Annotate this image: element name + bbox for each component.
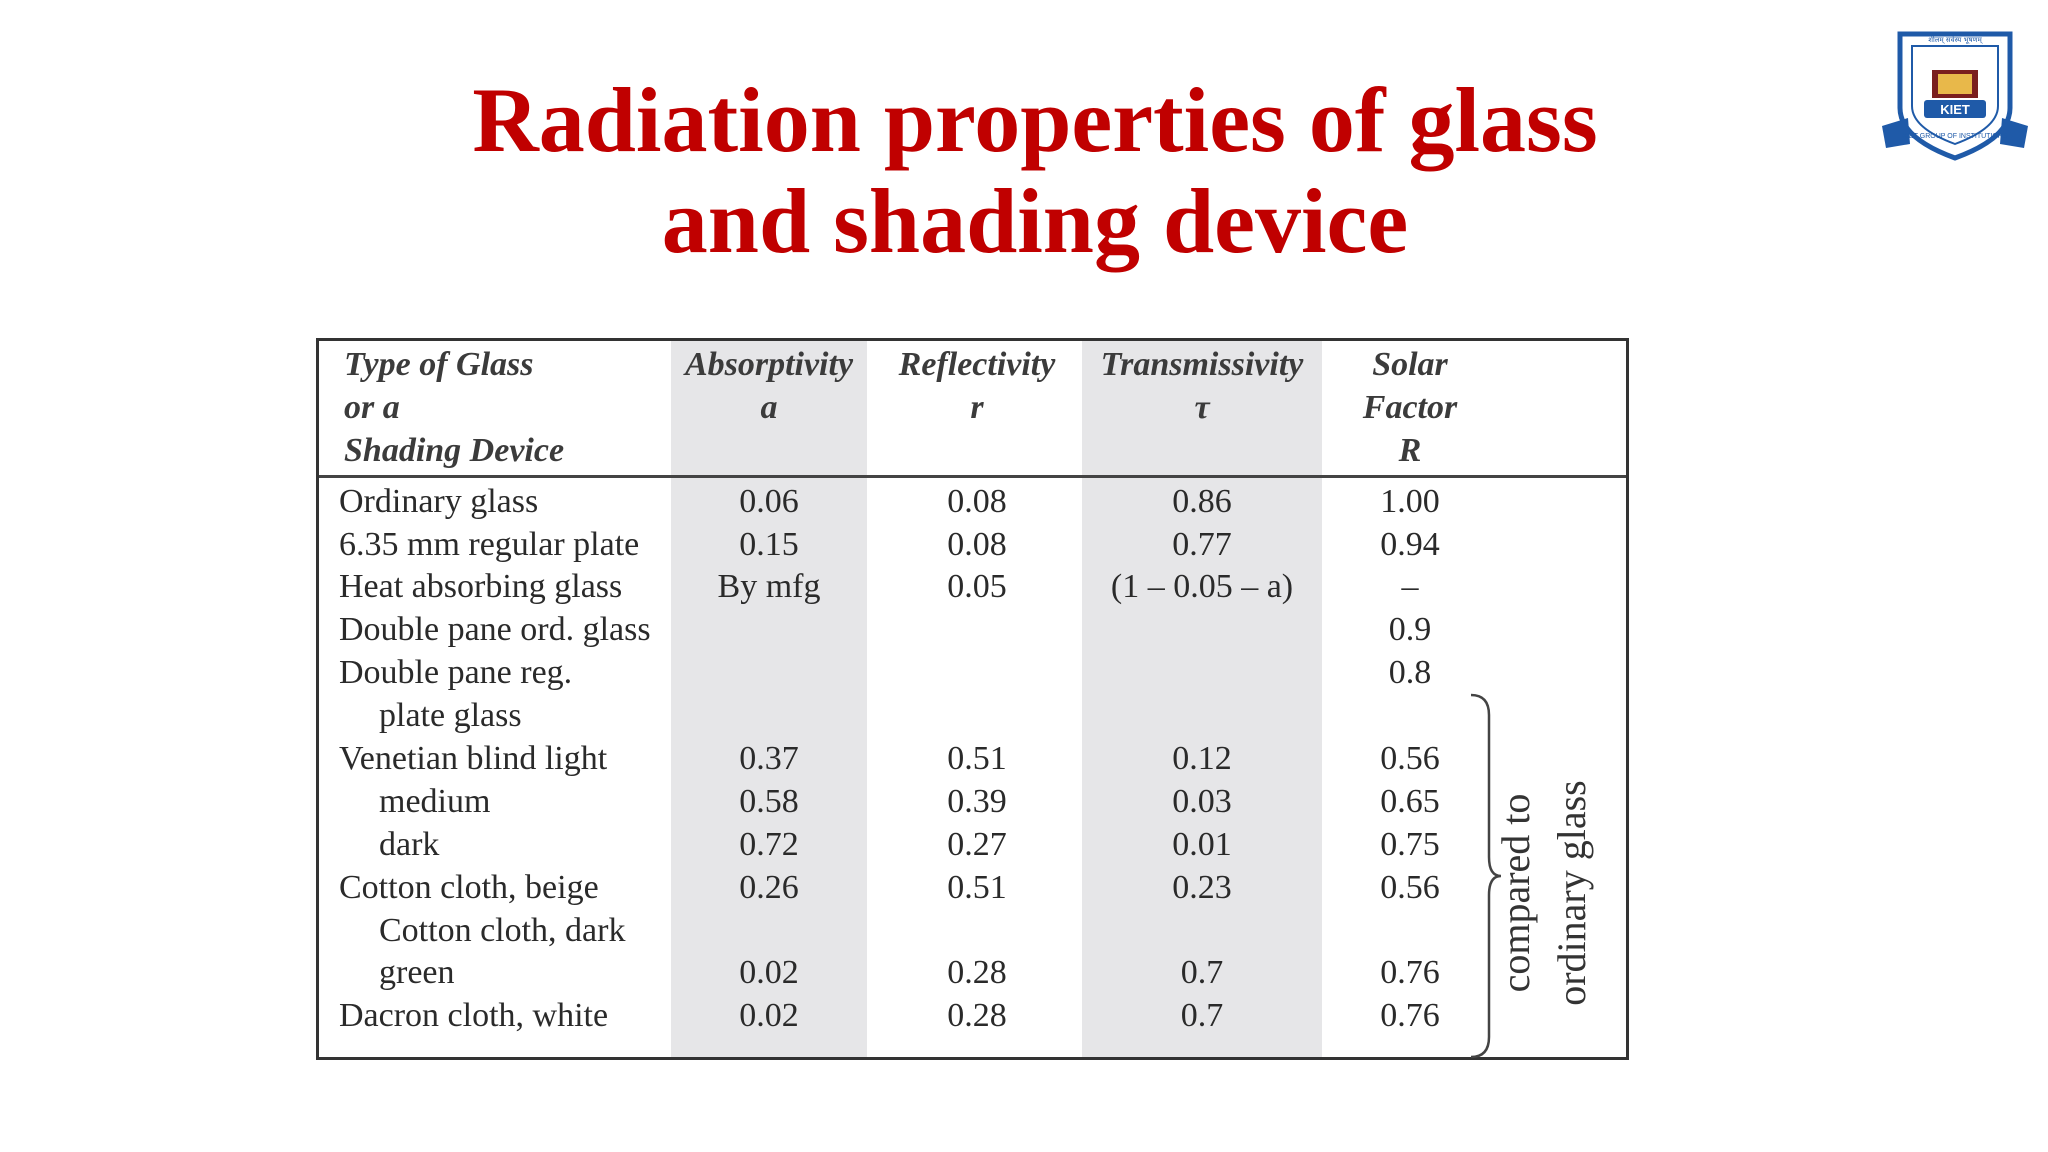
solar-factor-cell: 0.56 — [1380, 740, 1440, 777]
header-type-line-3: Shading Device — [344, 432, 565, 469]
row-label: Heat absorbing glass — [339, 568, 623, 605]
solar-factor-cell: 1.00 — [1380, 483, 1440, 520]
row-label: Double pane reg. — [339, 654, 573, 691]
solar-factor-cell: 0.65 — [1380, 783, 1440, 820]
header-transmissivity-symbol: τ — [1194, 389, 1210, 426]
absorptivity-cell: 0.06 — [739, 483, 799, 520]
transmissivity-cell: 0.77 — [1172, 526, 1232, 563]
reflectivity-cell: 0.05 — [947, 568, 1007, 605]
reflectivity-cell: 0.28 — [947, 954, 1007, 991]
slide-title — [340, 70, 1730, 272]
row-label: Ordinary glass — [339, 483, 539, 520]
transmissivity-cell: 0.12 — [1172, 740, 1232, 777]
reflectivity-cell: 0.51 — [947, 740, 1007, 777]
reflectivity-cell: 0.27 — [947, 826, 1007, 863]
header-solar-factor-symbol: R — [1398, 432, 1422, 469]
brace-note — [1488, 758, 1600, 1028]
radiation-properties-table — [316, 338, 1629, 1060]
brace-note-line-1: compared to — [1493, 793, 1538, 993]
transmissivity-cell: 0.01 — [1172, 826, 1232, 863]
row-label: dark — [379, 826, 440, 863]
row-label: Venetian blind light — [339, 740, 608, 777]
absorptivity-cell: By mfg — [717, 568, 821, 605]
absorptivity-cell: 0.15 — [739, 526, 799, 563]
row-label: Dacron cloth, white — [339, 997, 609, 1034]
header-absorptivity: Absorptivity — [684, 346, 854, 383]
header-transmissivity: Transmissivity — [1100, 346, 1304, 383]
transmissivity-cell: 0.7 — [1180, 954, 1224, 991]
solar-factor-cell: 0.76 — [1380, 997, 1440, 1034]
header-absorptivity-symbol: a — [760, 389, 778, 426]
row-label: medium — [379, 783, 491, 820]
row-label: green — [379, 954, 455, 991]
transmissivity-cell: 0.03 — [1172, 783, 1232, 820]
solar-factor-cell: – — [1401, 568, 1419, 605]
solar-factor-cell: 0.94 — [1380, 526, 1440, 563]
logo-badge-text: KIET — [1940, 102, 1970, 117]
solar-factor-cell: 0.9 — [1388, 611, 1432, 648]
solar-factor-cell: 0.76 — [1380, 954, 1440, 991]
solar-factor-cell: 0.56 — [1380, 869, 1440, 906]
absorptivity-cell: 0.02 — [739, 954, 799, 991]
absorptivity-cell: 0.72 — [739, 826, 799, 863]
transmissivity-cell: 0.23 — [1172, 869, 1232, 906]
transmissivity-cell: (1 – 0.05 – a) — [1110, 568, 1294, 605]
row-label: Cotton cloth, dark — [379, 912, 626, 949]
reflectivity-cell: 0.08 — [947, 483, 1007, 520]
absorptivity-cell: 0.26 — [739, 869, 799, 906]
header-solar-factor-line-1: Solar — [1372, 346, 1448, 383]
transmissivity-column-shade — [1082, 341, 1322, 1057]
reflectivity-cell: 0.28 — [947, 997, 1007, 1034]
absorptivity-cell: 0.58 — [739, 783, 799, 820]
reflectivity-cell: 0.39 — [947, 783, 1007, 820]
transmissivity-cell: 0.86 — [1172, 483, 1232, 520]
reflectivity-cell: 0.51 — [947, 869, 1007, 906]
reflectivity-cell: 0.08 — [947, 526, 1007, 563]
solar-factor-cell: 0.75 — [1380, 826, 1440, 863]
header-type-line-1: Type of Glass — [344, 346, 534, 383]
logo-motto: शीलम् सर्वस्य भूषणम् — [1928, 36, 1982, 44]
kiet-logo — [1880, 26, 2030, 166]
row-label: plate glass — [379, 697, 522, 734]
header-reflectivity-symbol: r — [970, 389, 984, 426]
slide-title-line-2: and shading device — [661, 170, 1409, 272]
slide-title-line-1: Radiation properties of glass — [472, 69, 1598, 171]
logo-ring-text: KIET GROUP OF INSTITUTIONS — [1902, 133, 2008, 140]
brace-note-line-2: ordinary glass — [1549, 780, 1594, 1006]
header-solar-factor-line-2: Factor — [1362, 389, 1458, 426]
transmissivity-cell: 0.7 — [1180, 997, 1224, 1034]
absorptivity-cell: 0.02 — [739, 997, 799, 1034]
header-reflectivity: Reflectivity — [898, 346, 1056, 383]
row-label: 6.35 mm regular plate — [339, 526, 640, 563]
absorptivity-cell: 0.37 — [739, 740, 799, 777]
header-type-line-2: or a — [344, 389, 400, 426]
row-label: Cotton cloth, beige — [339, 869, 599, 906]
solar-factor-cell: 0.8 — [1388, 654, 1432, 691]
absorptivity-column-shade — [671, 341, 867, 1057]
row-label: Double pane ord. glass — [339, 611, 651, 648]
header-divider — [319, 475, 1626, 478]
